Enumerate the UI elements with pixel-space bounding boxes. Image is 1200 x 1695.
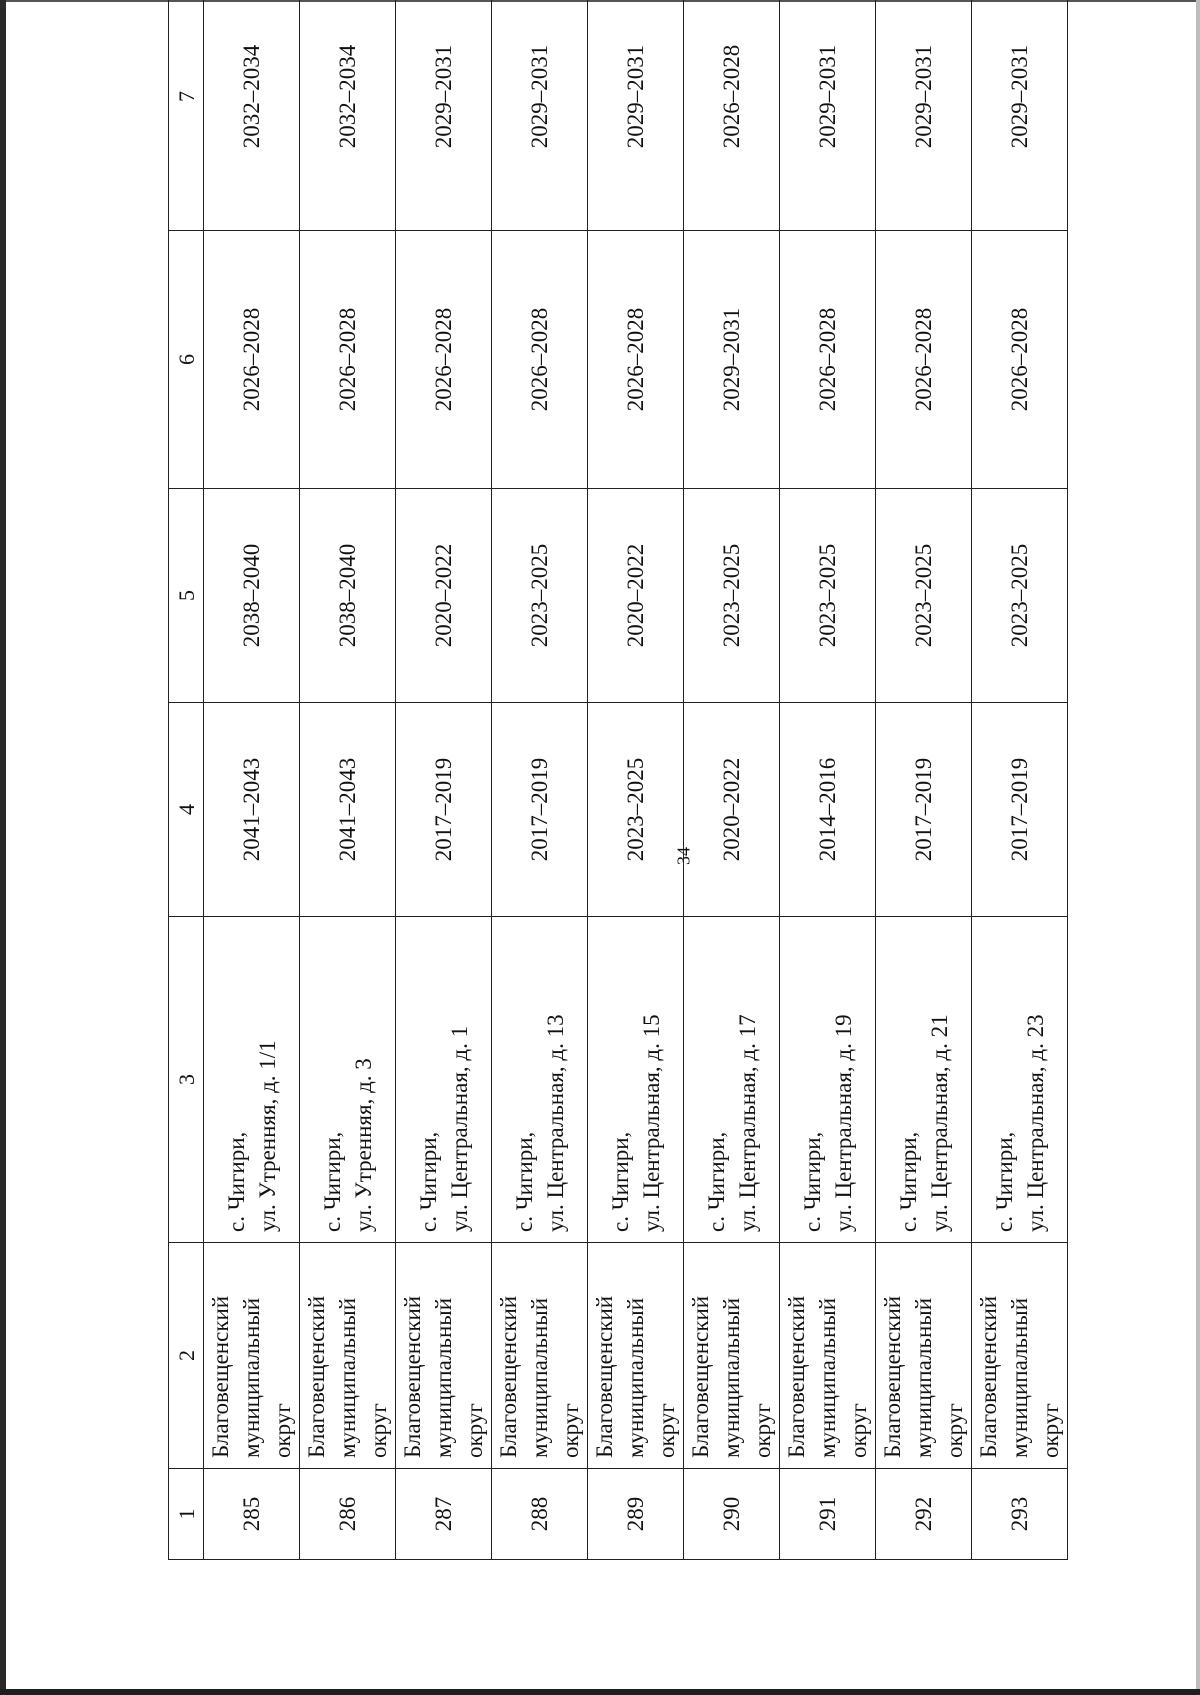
period-cell: 2017–2019 [972, 703, 1068, 917]
district-cell: Благовещенский муниципальный округ [396, 1243, 492, 1469]
column-header: 4 [169, 703, 204, 917]
period-cell: 2029–2031 [396, 0, 492, 231]
period-cell: 2026–2028 [396, 231, 492, 489]
page-number: 34 [673, 847, 694, 865]
column-header: 3 [169, 917, 204, 1243]
row-number-cell: 289 [588, 1469, 684, 1560]
district-cell: Благовещенский муниципальный округ [588, 1243, 684, 1469]
table-row [684, 0, 780, 1560]
district-cell: Благовещенский муниципальный округ [972, 1243, 1068, 1469]
address-cell: с. Чигири, ул. Утренняя, д. 1/1 [204, 917, 300, 1243]
district-cell: Благовещенский муниципальный округ [876, 1243, 972, 1469]
address-cell: с. Чигири, ул. Утренняя, д. 3 [300, 917, 396, 1243]
district-cell: Благовещенский муниципальный округ [492, 1243, 588, 1469]
period-cell: 2026–2028 [300, 231, 396, 489]
period-cell: 2038–2040 [204, 489, 300, 703]
address-cell: с. Чигири, ул. Центральная, д. 15 [588, 917, 684, 1243]
period-cell: 2020–2022 [684, 703, 780, 917]
table-body [204, 0, 1068, 1560]
address-cell: с. Чигири, ул. Центральная, д. 21 [876, 917, 972, 1243]
period-cell: 2026–2028 [780, 231, 876, 489]
period-cell: 2026–2028 [684, 0, 780, 231]
district-cell: Благовещенский муниципальный округ [204, 1243, 300, 1469]
district-cell: Благовещенский муниципальный округ [300, 1243, 396, 1469]
column-header: 2 [169, 1243, 204, 1469]
row-number-cell: 291 [780, 1469, 876, 1560]
row-number-cell: 288 [492, 1469, 588, 1560]
period-cell: 2023–2025 [588, 703, 684, 917]
scan-edge-right [1196, 0, 1200, 1695]
column-header: 1 [169, 1469, 204, 1560]
table-row [396, 0, 492, 1560]
table-row [588, 0, 684, 1560]
row-number-cell: 287 [396, 1469, 492, 1560]
table-header [169, 0, 204, 1560]
period-cell: 2014–2016 [780, 703, 876, 917]
row-number-cell: 290 [684, 1469, 780, 1560]
district-cell: Благовещенский муниципальный округ [780, 1243, 876, 1469]
table-row [204, 0, 300, 1560]
column-header: 7 [169, 0, 204, 231]
period-cell: 2032–2034 [300, 0, 396, 231]
period-cell: 2020–2022 [396, 489, 492, 703]
period-cell: 2029–2031 [876, 0, 972, 231]
table-row [300, 0, 396, 1560]
period-cell: 2017–2019 [876, 703, 972, 917]
period-cell: 2029–2031 [588, 0, 684, 231]
period-cell: 2023–2025 [972, 489, 1068, 703]
scan-edge-bottom [0, 1689, 1200, 1695]
district-cell: Благовещенский муниципальный округ [684, 1243, 780, 1469]
row-number-cell: 293 [972, 1469, 1068, 1560]
period-cell: 2029–2031 [492, 0, 588, 231]
table-row [972, 0, 1068, 1560]
period-cell: 2023–2025 [492, 489, 588, 703]
header-row [169, 0, 204, 1560]
period-cell: 2026–2028 [972, 231, 1068, 489]
address-cell: с. Чигири, ул. Центральная, д. 1 [396, 917, 492, 1243]
address-cell: с. Чигири, ул. Центральная, д. 23 [972, 917, 1068, 1243]
row-number-cell: 286 [300, 1469, 396, 1560]
period-cell: 2041–2043 [204, 703, 300, 917]
period-cell: 2041–2043 [300, 703, 396, 917]
period-cell: 2029–2031 [684, 231, 780, 489]
address-cell: с. Чигири, ул. Центральная, д. 13 [492, 917, 588, 1243]
period-cell: 2023–2025 [876, 489, 972, 703]
period-cell: 2026–2028 [492, 231, 588, 489]
period-cell: 2023–2025 [780, 489, 876, 703]
period-cell: 2029–2031 [780, 0, 876, 231]
period-cell: 2029–2031 [972, 0, 1068, 231]
table-wrapper [168, 44, 1063, 1560]
row-number-cell: 285 [204, 1469, 300, 1560]
period-cell: 2020–2022 [588, 489, 684, 703]
table-row [876, 0, 972, 1560]
column-header: 6 [169, 231, 204, 489]
column-header: 5 [169, 489, 204, 703]
period-cell: 2026–2028 [876, 231, 972, 489]
data-table [168, 0, 1068, 1560]
address-cell: с. Чигири, ул. Центральная, д. 17 [684, 917, 780, 1243]
scan-edge-left [0, 0, 6, 1695]
row-number-cell: 292 [876, 1469, 972, 1560]
period-cell: 2023–2025 [684, 489, 780, 703]
period-cell: 2038–2040 [300, 489, 396, 703]
table-row [492, 0, 588, 1560]
period-cell: 2026–2028 [204, 231, 300, 489]
address-cell: с. Чигири, ул. Центральная, д. 19 [780, 917, 876, 1243]
period-cell: 2017–2019 [396, 703, 492, 917]
period-cell: 2026–2028 [588, 231, 684, 489]
period-cell: 2032–2034 [204, 0, 300, 231]
table-row [780, 0, 876, 1560]
period-cell: 2017–2019 [492, 703, 588, 917]
